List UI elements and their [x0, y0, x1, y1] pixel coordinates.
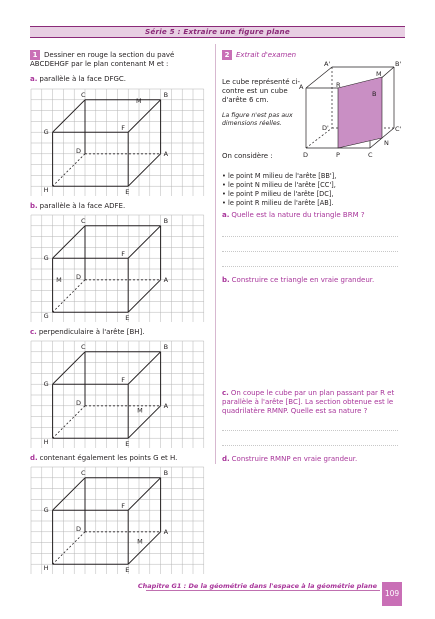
bullet-item: • le point P milieu de l'arête [DC], [222, 190, 334, 198]
cuboid-edge [53, 100, 85, 132]
cuboid-edge [128, 154, 160, 186]
exercise-2-consider: On considère : [222, 152, 273, 160]
vertex-label-h: H [43, 438, 49, 447]
vertex-label-b: B [163, 90, 169, 99]
bullet-item: • le point M milieu de l'arête [BB'], [222, 172, 337, 180]
cuboid-hidden-edge [53, 406, 85, 438]
vertex-label-a: A [163, 275, 169, 284]
figure-b [30, 214, 212, 322]
answer-line [222, 236, 398, 237]
bullet-item: • le point N milieu de l'arête [CC'], [222, 181, 336, 189]
vertex-label-f: F [121, 376, 125, 385]
vertex-label-g: G [43, 506, 49, 515]
vertex-label-d: D [76, 272, 82, 281]
figure-d [30, 466, 212, 574]
label-b: B [372, 90, 377, 98]
vertex-label-b: B [163, 468, 169, 477]
exercise-2-bullet-list [222, 172, 402, 208]
label-p: P [336, 151, 340, 159]
label-b-prime: B' [395, 60, 402, 68]
answer-line [222, 266, 398, 267]
label-c-prime: C' [395, 125, 402, 133]
vertex-label-h: H [43, 186, 49, 195]
point-m-label: M [136, 97, 142, 106]
vertex-label-b: B [163, 216, 169, 225]
page-number: 109 [382, 582, 402, 606]
bullet-item: • le point R milieu de l'arête [AB]. [222, 199, 334, 207]
question-c: c. perpendiculaire à l'arête [BH]. [30, 328, 145, 336]
question-2c: c. On coupe le cube par un plan passant par R et parallèle à l'arête [BC]. La section obtenue est le quadrilatère RMNP. Quelle est sa nature ? [222, 389, 395, 415]
vertex-label-d: D [76, 146, 82, 155]
exercise-1-number: 1 [30, 50, 40, 60]
vertex-label-e: E [125, 566, 130, 574]
chapter-title: Chapitre G1 : De la géométrie dans l'espace à la géométrie plane [137, 582, 377, 590]
figure-a [30, 88, 212, 196]
exercise-2-title: Extrait d'examen [236, 51, 297, 59]
exercise-1-instruction [30, 50, 212, 69]
cuboid-hidden-edge [53, 280, 85, 312]
label-n: N [384, 139, 389, 147]
vertex-label-f: F [121, 502, 125, 511]
exercise-2-number: 2 [222, 50, 232, 60]
vertex-label-a: A [163, 149, 169, 158]
vertex-label-c: C [81, 468, 86, 477]
vertex-label-h: G [43, 312, 49, 321]
cuboid-edge [128, 226, 160, 258]
vertex-label-g: G [43, 254, 49, 263]
label-m: M [376, 70, 382, 78]
vertex-label-f: F [121, 124, 125, 133]
vertex-label-g: G [43, 128, 49, 137]
cuboid-edge [53, 478, 85, 510]
exercise-2-note: La figure n'est pas aux dimensions réelles. [222, 112, 293, 127]
label-d-prime: D' [322, 124, 329, 132]
question-b: b. parallèle à la face ADFE. [30, 202, 126, 210]
vertex-label-f: F [121, 250, 125, 259]
vertex-label-d: D [76, 398, 82, 407]
cuboid-edge [128, 100, 160, 132]
cuboid-edge [128, 406, 160, 438]
exercise-2-heading [222, 50, 296, 60]
point-m-label: M [137, 537, 143, 546]
cuboid-hidden-edge [53, 154, 85, 186]
vertex-label-c: C [81, 216, 86, 225]
question-d: d. contenant également les points G et H. [30, 454, 178, 462]
vertex-label-g: G [43, 380, 49, 389]
vertex-label-a: A [163, 527, 169, 536]
cuboid-edge [128, 280, 160, 312]
cuboid-edge [128, 478, 160, 510]
cuboid-hidden-edge [53, 532, 85, 564]
footer-rule [146, 590, 380, 591]
vertex-label-e: E [125, 314, 130, 322]
exercise-1-text: Dessiner en rouge la section du pavé ABCDEHGF par le plan contenant M et : [30, 51, 175, 68]
vertex-label-a: A [163, 401, 169, 410]
exercise-2-intro: Le cube représenté ci-contre est un cube d'arête 6 cm. [222, 78, 301, 104]
point-m-label: M [56, 275, 62, 284]
vertex-label-e: E [125, 188, 130, 196]
figure-c [30, 340, 212, 448]
label-c: C [368, 151, 373, 159]
vertex-label-c: C [81, 342, 86, 351]
label-a-prime: A' [324, 60, 331, 68]
answer-line [222, 251, 398, 252]
cuboid-edge [53, 352, 85, 384]
series-title: Série 5 : Extraire une figure plane [30, 26, 405, 38]
cuboid-edge [128, 352, 160, 384]
answer-line [222, 445, 398, 446]
question-a: a. parallèle à la face DFGC. [30, 75, 127, 83]
column-divider [215, 44, 216, 464]
section-rmnp-fill [338, 77, 382, 148]
question-2b: b. Construire ce triangle en vraie grandeur. [222, 276, 375, 284]
question-2d: d. Construire RMNP en vraie grandeur. [222, 455, 358, 463]
vertex-label-h: H [43, 564, 49, 573]
question-2a: a. Quelle est la nature du triangle BRM ? [222, 211, 365, 219]
cube-figure [296, 58, 406, 162]
vertex-label-e: E [125, 440, 130, 448]
cuboid-edge [53, 226, 85, 258]
vertex-label-d: D [76, 524, 82, 533]
point-m-label: M [137, 406, 143, 415]
vertex-label-b: B [163, 342, 169, 351]
label-d: D [303, 151, 309, 159]
label-r: R [336, 81, 341, 89]
answer-line [222, 430, 398, 431]
label-a: A [299, 83, 304, 91]
cuboid-edge [128, 532, 160, 564]
vertex-label-c: C [81, 90, 86, 99]
